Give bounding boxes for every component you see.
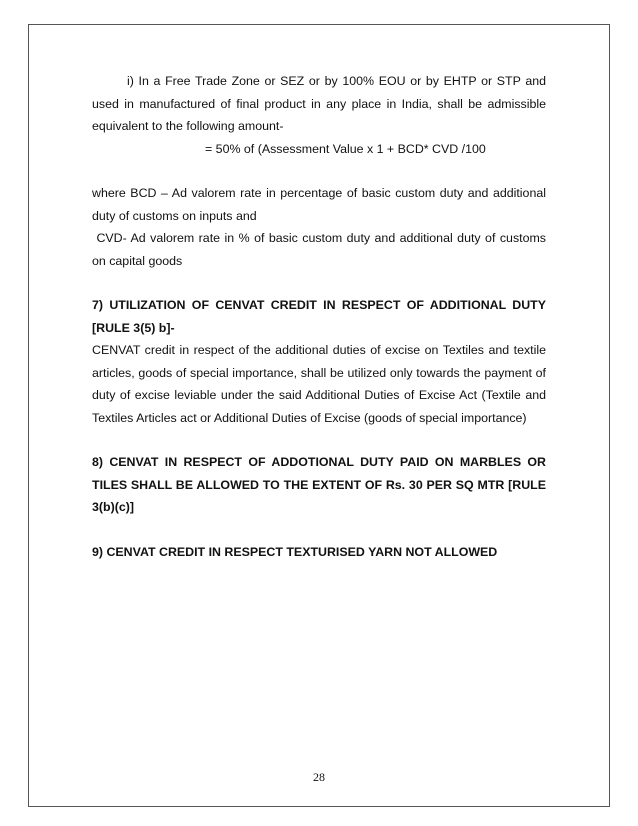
section-9-heading: 9) CENVAT CREDIT IN RESPECT TEXTURISED YARN NOT ALLOWED (92, 544, 498, 559)
section-7-body: CENVAT credit in respect of the additional duties of excise on Textiles and textile articles, goods of special importance, shall be utilized only towards the payment of duty of excise leviable under the said Additional Duties of Excise Act (Textile and Textiles Articles act or Additional Duties of Excise (goods of special importance) (92, 343, 546, 425)
spacer (92, 160, 546, 182)
formula-line: = 50% of (Assessment Value x 1 + BCD* CVD /100 (205, 141, 486, 156)
bcd-definition: where BCD – Ad valorem rate in percentage of basic custom duty and additional duty of customs on inputs and (92, 186, 546, 223)
section-8-heading: 8) CENVAT IN RESPECT OF ADDOTIONAL DUTY PAID ON MARBLES OR TILES SHALL BE ALLOWED TO THE EXTENT OF Rs. 30 PER SQ MTR [RULE 3(b)(c)] (92, 455, 546, 514)
page-number: 28 (313, 770, 325, 784)
section-7-heading: 7) UTILIZATION OF CENVAT CREDIT IN RESPECT OF ADDITIONAL DUTY [RULE 3(5) b]- (92, 298, 546, 335)
cvd-definition: CVD- Ad valorem rate in % of basic custom duty and additional duty of customs on capital goods (92, 231, 550, 268)
spacer (92, 272, 546, 294)
page-content (92, 70, 550, 563)
spacer (92, 519, 546, 541)
spacer (92, 429, 546, 451)
item-i-paragraph: i) In a Free Trade Zone or SEZ or by 100% EOU or by EHTP or STP and used in manufactured of final product in any place in India, shall be admissible equivalent to the following amount- (92, 74, 546, 133)
